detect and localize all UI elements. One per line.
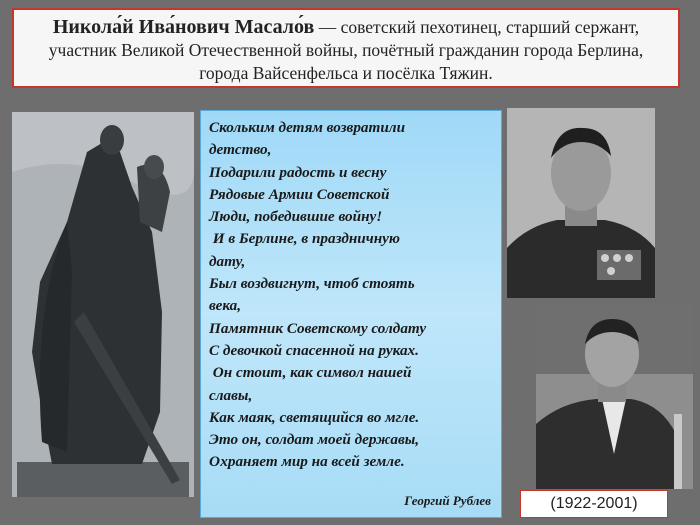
person-description: — советский пехотинец, старший сержант, участник Великой Отечественной войны, почётный гражданин города Берлина, города Вайсенфельса и посёлка Тяжин.	[48, 17, 644, 83]
poem-box	[200, 110, 502, 518]
portrait-suit-photo	[536, 304, 693, 489]
poem-line: дату,	[209, 252, 246, 270]
statue-photo	[12, 112, 194, 497]
poem-line: славы,	[209, 386, 253, 404]
poem-line: Рядовые Армии Советской	[209, 185, 390, 203]
statue-illustration	[12, 112, 194, 497]
poem-line: Был воздвигнут, чтоб стоять	[209, 275, 415, 293]
poem-line: Памятник Советскому солдату	[209, 319, 427, 337]
poem-line: Скольким детям возвратили	[209, 119, 406, 136]
years-label: (1922-2001)	[520, 490, 668, 518]
title-box	[12, 8, 680, 88]
portrait-suit-illustration	[536, 304, 693, 489]
poem-line: С девочкой спасенной на руках.	[209, 341, 419, 359]
portrait-uniform-photo	[507, 108, 655, 298]
portrait-uniform-illustration	[507, 108, 655, 298]
poem-line: Он стоит, как символ нашей	[209, 364, 412, 382]
poem-line: детство,	[209, 141, 272, 159]
poem-line: Как маяк, светящийся во мгле.	[209, 408, 420, 426]
poem-line: Это он, солдат моей державы,	[209, 431, 420, 449]
poem-author: Георгий Рублев	[404, 493, 491, 508]
poem-line: века,	[209, 297, 242, 315]
poem-line: Подарили радость и весну	[209, 163, 387, 181]
poem-line: Люди, победившие войну!	[209, 208, 383, 226]
person-name: Никола́й Ива́нович Масало́в	[52, 16, 315, 38]
poem-line: И в Берлине, в праздничную	[209, 230, 400, 248]
poem-line: Охраняет мир на всей земле.	[209, 453, 405, 471]
